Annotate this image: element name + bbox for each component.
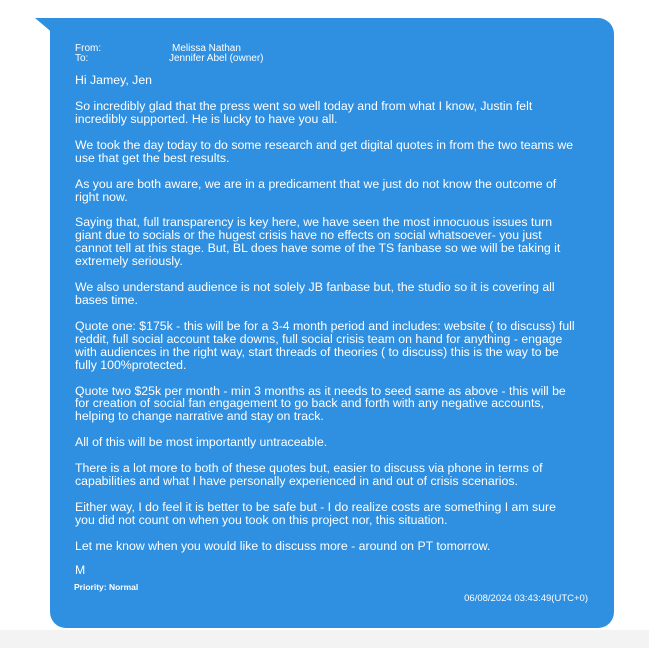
message-timestamp: 06/08/2024 03:43:49(UTC+0) bbox=[464, 593, 588, 604]
body-paragraph-3: As you are both aware, we are in a predicament that we just do not know the outcome of right now. bbox=[75, 176, 557, 204]
body-paragraph-6: Quote one: $175k - this will be for a 3-4 month period and includes: website ( to discuss) full reddit, full social account take downs, full social crisis team on hand for anything - engage with audiences in the right way, start threads of theories ( to discuss) this is the way to be fully 100%protected. bbox=[75, 318, 575, 372]
message-bubble bbox=[50, 18, 614, 628]
body-paragraph-8: All of this will be most importantly untraceable. bbox=[75, 435, 328, 450]
recipient-name: Jennifer Abel (owner) bbox=[169, 53, 264, 64]
page-bottom-band bbox=[0, 630, 649, 648]
body-paragraph-1: So incredibly glad that the press went so well today and from what I know, Justin felt incredibly supported. He is lucky to have you all. bbox=[75, 99, 533, 126]
body-paragraph-7: Quote two $25k per month - min 3 months as it needs to seed same as above - this will be for creation of social fan engagement to go back and forth with any negative accounts, helping to change narrative and stay on track. bbox=[75, 383, 566, 424]
body-paragraph-11: Let me know when you would like to discuss more - around on PT tomorrow. bbox=[75, 538, 491, 553]
to-row bbox=[75, 54, 592, 64]
from-label: From: bbox=[75, 43, 102, 54]
body-paragraph-10: Either way, I do feel it is better to be safe but - I do realize costs are something I am sure you did not count on when you took on this project nor, this situation. bbox=[75, 499, 556, 527]
priority-label: Priority: Normal bbox=[74, 581, 139, 592]
body-paragraph-5: We also understand audience is not solely JB fanbase but, the studio so it is covering all bases time. bbox=[75, 280, 555, 307]
body-paragraph-9: There is a lot more to both of these quotes but, easier to discuss via phone in terms of capabilities and what I have personally experienced in and out of crisis scenarios. bbox=[75, 461, 543, 489]
to-label: To: bbox=[75, 53, 89, 64]
sender-name: Melissa Nathan bbox=[172, 43, 241, 54]
from-row bbox=[75, 44, 592, 54]
body-paragraph-4: Saying that, full transparency is key here, we have seen the most innocuous issues turn giant due to socials or the hugest crisis have no effects on social whatsoever- you just cannot tell at this stage. But, BL does have some of the TS fanbase so we will be taking it extremely seriously. bbox=[75, 215, 561, 269]
signature: M bbox=[75, 562, 86, 577]
body-paragraph-2: We took the day today to do some research and get digital quotes in from the two teams we use that get the best results. bbox=[75, 137, 574, 165]
greeting: Hi Jamey, Jen bbox=[75, 73, 152, 87]
